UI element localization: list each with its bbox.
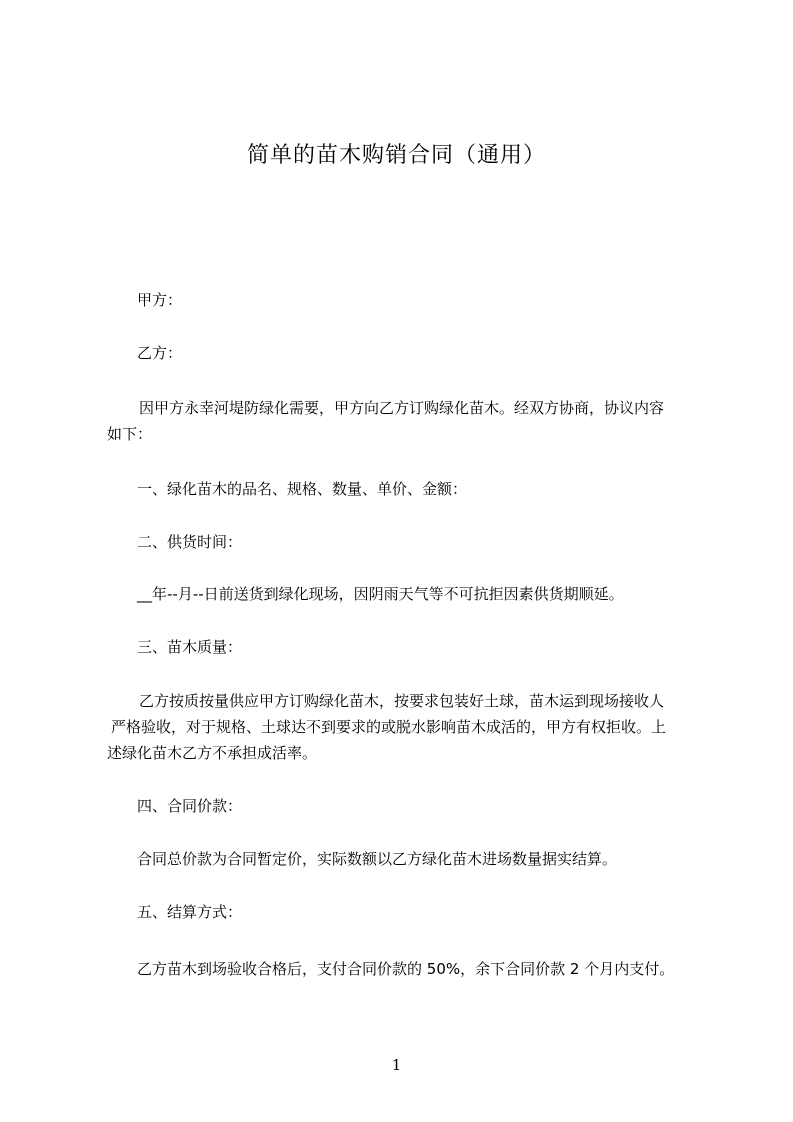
section-5-heading: 五、结算方式： <box>137 903 243 921</box>
page-number: 1 <box>391 1056 402 1074</box>
party-b-label: 乙方： <box>137 344 183 362</box>
section-4-body: 合同总价款为合同暂定价，实际数额以乙方绿化苗木进场数量据实结算。 <box>137 850 618 868</box>
section-2-heading: 二、供货时间： <box>137 533 243 551</box>
document-title: 简单的苗木购销合同（通用） <box>246 143 546 168</box>
party-a-label: 甲方： <box>137 291 183 309</box>
intro-paragraph <box>107 395 707 447</box>
intro-line-1: 因甲方永幸河堤防绿化需要，甲方向乙方订购绿化苗木。经双方协商，协议内容 <box>139 399 665 417</box>
section-3-line-1: 乙方按质按量供应甲方订购绿化苗木，按要求包装好土球，苗木运到现场接收人 <box>139 692 665 710</box>
intro-line-2: 如下： <box>107 425 153 443</box>
section-1-heading: 一、绿化苗木的品名、规格、数量、单价、金额： <box>137 480 468 498</box>
section-3-body <box>107 688 707 766</box>
section-3-line-2: 严格验收，对于规格、土球达不到要求的或脱水影响苗木成活的，甲方有权拒收。上 <box>111 718 667 736</box>
section-2-body: __年--月--日前送货到绿化现场，因阴雨天气等不可抗拒因素供货期顺延。 <box>137 585 624 603</box>
section-5-body: 乙方苗木到场验收合格后，支付合同价款的 50%，余下合同价款 2 个月内支付。 <box>137 960 675 978</box>
section-3-heading: 三、苗木质量： <box>137 638 243 656</box>
section-3-line-3: 述绿化苗木乙方不承担成活率。 <box>107 744 318 762</box>
section-4-heading: 四、合同价款： <box>137 797 243 815</box>
